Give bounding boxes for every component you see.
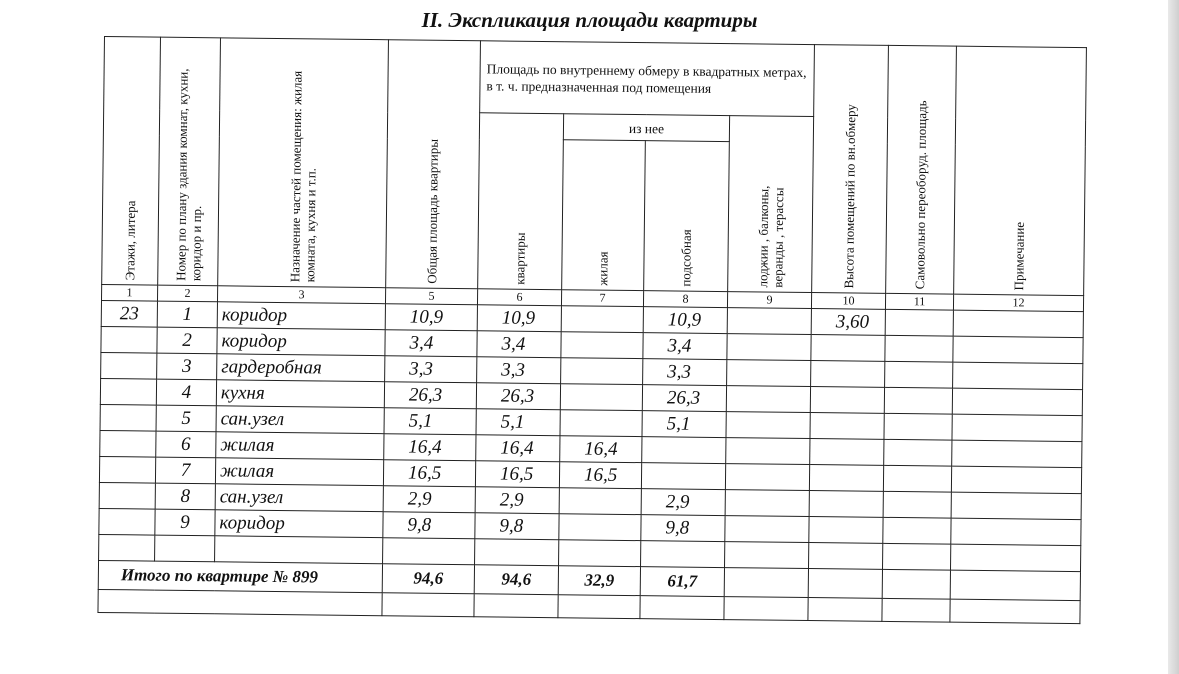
apartment-area-cell: 26,3 [476, 383, 560, 410]
auxiliary-area-cell: 3,4 [643, 333, 727, 360]
total-note-cell [950, 570, 1080, 600]
room-purpose-cell: сан.узел [216, 406, 384, 434]
apartment-area-cell: 10,9 [477, 305, 561, 332]
room-purpose-cell: жилая [216, 432, 384, 460]
total-area-cell: 9,8 [383, 512, 475, 539]
header-total-area: Общая площадь квартиры [386, 40, 481, 289]
auxiliary-area-cell: 10,9 [643, 307, 727, 334]
note-cell [952, 388, 1082, 415]
total-area-cell: 10,9 [385, 304, 477, 331]
living-area-cell [560, 410, 642, 437]
note-cell [952, 440, 1082, 467]
column-number: 5 [385, 288, 477, 305]
total-area-cell: 16,4 [384, 434, 476, 461]
column-number: 12 [953, 294, 1083, 311]
auxiliary-area-cell: 3,3 [643, 359, 727, 386]
header-note: Примечание [954, 46, 1087, 295]
column-number: 7 [561, 290, 643, 307]
blank-cell [724, 597, 808, 621]
height-cell [810, 439, 884, 466]
note-cell [951, 544, 1081, 571]
blank-cell [474, 594, 558, 618]
column-number: 2 [157, 285, 217, 302]
room-number-cell: 7 [155, 457, 215, 484]
auxiliary-area-cell: 26,3 [642, 385, 726, 412]
loggia-area-cell [726, 412, 810, 439]
column-number: 3 [217, 286, 385, 304]
floor-cell [100, 378, 156, 405]
total-label: Итого по квартире № 899 [98, 560, 382, 592]
column-number: 11 [885, 293, 953, 310]
unauthorized-area-cell [884, 439, 952, 466]
total-apartment-cell: 94,6 [474, 565, 558, 595]
unauthorized-area-cell [884, 387, 952, 414]
floor-cell [100, 404, 156, 431]
living-area-cell: 16,5 [559, 462, 641, 489]
unauthorized-area-cell [885, 335, 953, 362]
auxiliary-area-cell [641, 541, 725, 568]
loggia-area-cell [727, 308, 811, 335]
height-cell [809, 517, 883, 544]
column-number: 10 [811, 293, 885, 310]
header-floor: Этажи, литера [102, 37, 161, 286]
loggia-area-cell [726, 438, 810, 465]
column-number: 9 [727, 292, 811, 309]
floor-cell [99, 508, 155, 535]
note-cell [951, 518, 1081, 545]
room-purpose-cell: жилая [215, 458, 383, 486]
header-height: Высота помещений по вн.обмеру [812, 45, 889, 294]
unauthorized-area-cell [883, 491, 951, 518]
blank-cell [558, 595, 640, 619]
apartment-area-cell: 3,3 [477, 357, 561, 384]
room-number-cell: 6 [156, 431, 216, 458]
total-area-cell: 94,6 [382, 564, 474, 594]
room-purpose-cell: гардеробная [217, 354, 385, 382]
auxiliary-area-cell: 5,1 [642, 411, 726, 438]
loggia-area-cell [725, 464, 809, 491]
unauthorized-area-cell [885, 309, 953, 336]
page-title: II. Экспликация площади квартиры [421, 8, 758, 32]
apartment-area-cell: 2,9 [475, 487, 559, 514]
note-cell [951, 466, 1081, 493]
floor-cell [99, 482, 155, 509]
room-purpose-cell: сан.узел [215, 484, 383, 512]
header-plan-number: Номер по плану здания комнат, кухни, коридор и пр. [158, 37, 221, 286]
loggia-area-cell [727, 334, 811, 361]
auxiliary-area-cell: 9,8 [641, 515, 725, 542]
total-area-cell: 5,1 [384, 408, 476, 435]
header-living: жилая [562, 140, 646, 291]
apartment-area-cell [475, 539, 559, 566]
living-area-cell: 16,4 [560, 436, 642, 463]
column-number: 1 [101, 284, 157, 301]
header-auxiliary: подсобная [644, 141, 730, 292]
header-area-group: Площадь по внутреннему обмеру в квадратных метрах, в т. ч. предназначенная под помещения [480, 41, 815, 117]
total-living-cell: 32,9 [558, 566, 640, 596]
room-number-cell: 4 [156, 379, 216, 406]
room-number-cell: 8 [155, 483, 215, 510]
auxiliary-area-cell [641, 463, 725, 490]
room-purpose-cell: кухня [216, 380, 384, 408]
blank-cell [950, 599, 1080, 623]
height-cell [811, 335, 885, 362]
living-area-cell [561, 358, 643, 385]
room-number-cell: 5 [156, 405, 216, 432]
living-area-cell [559, 540, 641, 567]
floor-cell [99, 534, 155, 561]
total-unauthorized-cell [882, 569, 950, 599]
total-height-cell [808, 569, 882, 599]
living-area-cell [559, 514, 641, 541]
blank-cell [382, 593, 474, 617]
living-area-cell [559, 488, 641, 515]
total-area-cell: 2,9 [383, 486, 475, 513]
height-cell [810, 413, 884, 440]
header-unauthorized: Самовольно переобоpуд. площадь [886, 45, 957, 294]
explication-table [97, 36, 1086, 624]
scan-edge-shadow [1168, 0, 1179, 674]
living-area-cell [560, 384, 642, 411]
header-purpose: Назначение частей помещения: жилая комната, кухня и т.п. [218, 38, 389, 288]
floor-cell: 23 [101, 300, 157, 327]
floor-cell [101, 352, 157, 379]
loggia-area-cell [726, 386, 810, 413]
blank-cell [640, 596, 724, 620]
total-loggia-cell [724, 568, 808, 598]
apartment-area-cell: 16,4 [476, 435, 560, 462]
room-number-cell: 9 [155, 509, 215, 536]
room-number-cell: 2 [157, 327, 217, 354]
apartment-area-cell: 16,5 [475, 461, 559, 488]
height-cell [809, 491, 883, 518]
floor-cell [99, 456, 155, 483]
total-auxiliary-cell: 61,7 [640, 567, 724, 597]
note-cell [951, 492, 1081, 519]
room-rows [99, 300, 1084, 571]
room-number-cell: 3 [157, 353, 217, 380]
living-area-cell [561, 306, 643, 333]
note-cell [953, 310, 1083, 337]
total-area-cell: 3,4 [385, 330, 477, 357]
note-cell [952, 414, 1082, 441]
height-cell [809, 543, 883, 570]
apartment-area-cell: 3,4 [477, 331, 561, 358]
room-purpose-cell: коридор [215, 510, 383, 538]
floor-cell [101, 326, 157, 353]
room-purpose-cell: коридор [217, 328, 385, 356]
blank-cell [98, 589, 382, 615]
unauthorized-area-cell [885, 361, 953, 388]
room-number-cell: 1 [157, 301, 217, 328]
floor-cell [100, 430, 156, 457]
note-cell [953, 336, 1083, 363]
unauthorized-area-cell [883, 465, 951, 492]
header-loggia: лоджии , балконы, веранды , терассы [728, 116, 814, 293]
height-cell [810, 387, 884, 414]
height-cell [809, 465, 883, 492]
room-number-cell [155, 535, 215, 562]
total-area-cell: 3,3 [385, 356, 477, 383]
column-number: 8 [643, 291, 727, 308]
loggia-area-cell [725, 490, 809, 517]
unauthorized-area-cell [884, 413, 952, 440]
apartment-area-cell: 9,8 [475, 513, 559, 540]
note-cell [953, 362, 1083, 389]
living-area-cell [561, 332, 643, 359]
header-apartment: квартиры [478, 113, 564, 290]
auxiliary-area-cell [642, 437, 726, 464]
loggia-area-cell [725, 542, 809, 569]
blank-cell [808, 598, 882, 622]
room-purpose-cell: коридор [217, 302, 385, 330]
unauthorized-area-cell [883, 517, 951, 544]
height-cell [811, 361, 885, 388]
height-cell: 3,60 [811, 309, 885, 336]
room-purpose-cell [215, 536, 383, 564]
total-area-cell [383, 538, 475, 565]
unauthorized-area-cell [883, 543, 951, 570]
header-of-which: из нее [563, 114, 729, 142]
loggia-area-cell [725, 516, 809, 543]
explication-sheet [97, 36, 1084, 657]
apartment-area-cell: 5,1 [476, 409, 560, 436]
column-number: 6 [477, 289, 561, 306]
total-area-cell: 16,5 [383, 460, 475, 487]
loggia-area-cell [727, 360, 811, 387]
blank-cell [882, 598, 950, 622]
auxiliary-area-cell: 2,9 [641, 489, 725, 516]
total-area-cell: 26,3 [384, 382, 476, 409]
